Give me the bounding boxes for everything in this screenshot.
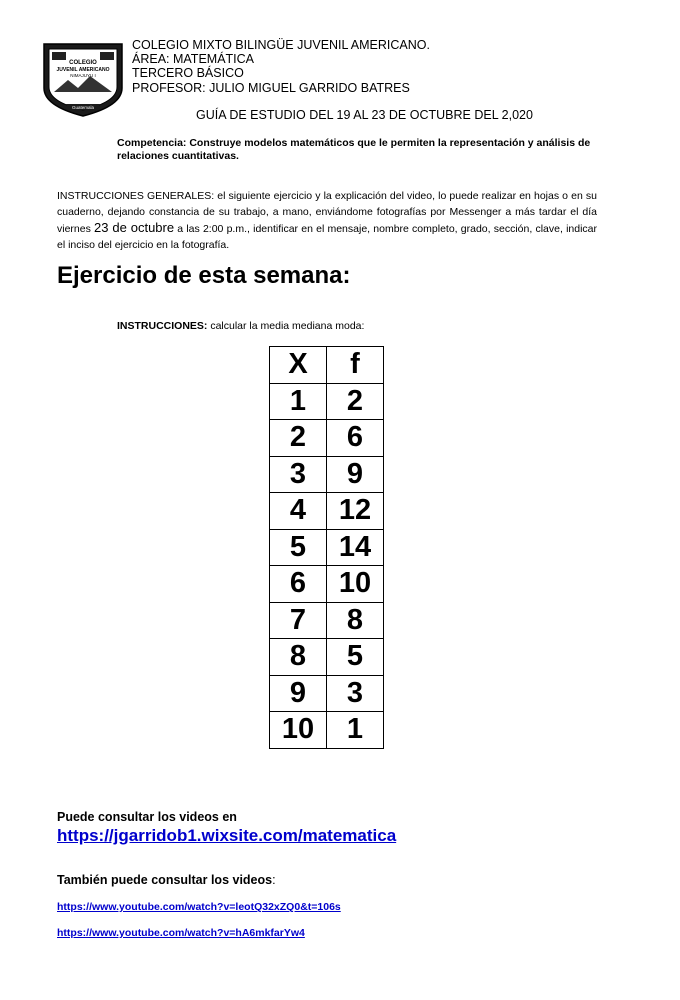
column-header-f: f bbox=[327, 347, 384, 384]
value-x-cell: 4 bbox=[270, 493, 327, 530]
value-x-cell: 8 bbox=[270, 639, 327, 676]
general-instructions-text-end: a las 2:00 p.m., identificar en el mensaje, nombre completo, grado, sección, clave, indicar el inciso del ejercicio en la fotografía. bbox=[57, 223, 598, 251]
table-row bbox=[270, 529, 384, 566]
also-videos-text: También puede consultar los videos bbox=[57, 873, 273, 887]
exercise-instructions bbox=[117, 320, 364, 332]
value-x-cell: 5 bbox=[270, 529, 327, 566]
school-name: COLEGIO MIXTO BILINGÜE JUVENIL AMERICANO. bbox=[132, 38, 430, 52]
value-x-cell: 2 bbox=[270, 420, 327, 457]
youtube-link-1[interactable]: https://www.youtube.com/watch?v=leotQ32xZQ0&t=106s bbox=[57, 901, 341, 913]
guide-title: GUÍA DE ESTUDIO DEL 19 AL 23 DE OCTUBRE DEL 2,020 bbox=[196, 108, 533, 122]
general-instructions-text: INSTRUCCIONES GENERALES: el siguiente ejercicio y la explicación del video, lo puede realizar en hojas o en su cuaderno, dejando constancia de su trabajo, a mano, enviándome fotografías por Messenger a más tardar el día viernes bbox=[57, 190, 597, 235]
also-videos-colon: : bbox=[272, 873, 276, 887]
frequency-cell: 8 bbox=[327, 602, 384, 639]
table-row bbox=[270, 566, 384, 603]
frequency-cell: 12 bbox=[327, 493, 384, 530]
value-x-cell: 1 bbox=[270, 383, 327, 420]
instructions-text: calcular la media mediana moda: bbox=[207, 320, 365, 332]
youtube-link-2[interactable]: https://www.youtube.com/watch?v=hA6mkfarYw4 bbox=[57, 927, 305, 939]
frequency-cell: 14 bbox=[327, 529, 384, 566]
svg-text:NIMAJUYU I: NIMAJUYU I bbox=[70, 73, 96, 78]
value-x-cell: 7 bbox=[270, 602, 327, 639]
school-seal-icon bbox=[40, 40, 126, 118]
videos-label: Puede consultar los videos en bbox=[57, 810, 237, 824]
table-row bbox=[270, 712, 384, 749]
table-row bbox=[270, 383, 384, 420]
svg-text:JUVENIL AMERICANO: JUVENIL AMERICANO bbox=[56, 67, 110, 73]
table-row bbox=[270, 456, 384, 493]
general-instructions bbox=[57, 189, 597, 253]
deadline-date: 23 de octubre bbox=[94, 220, 175, 235]
website-link[interactable]: https://jgarridob1.wixsite.com/matematica bbox=[57, 826, 397, 845]
table-row bbox=[270, 639, 384, 676]
professor-name: PROFESOR: JULIO MIGUEL GARRIDO BATRES bbox=[132, 81, 410, 95]
table-header-row bbox=[270, 347, 384, 384]
frequency-cell: 6 bbox=[327, 420, 384, 457]
svg-text:Guatemala: Guatemala bbox=[71, 105, 95, 110]
frequency-cell: 9 bbox=[327, 456, 384, 493]
value-x-cell: 3 bbox=[270, 456, 327, 493]
column-header-x: X bbox=[270, 347, 327, 384]
subject-area: ÁREA: MATEMÁTICA bbox=[132, 52, 255, 66]
frequency-cell: 5 bbox=[327, 639, 384, 676]
frequency-cell: 10 bbox=[327, 566, 384, 603]
grade-level: TERCERO BÁSICO bbox=[132, 66, 244, 80]
frequency-cell: 1 bbox=[327, 712, 384, 749]
value-x-cell: 10 bbox=[270, 712, 327, 749]
table-row bbox=[270, 675, 384, 712]
frequency-cell: 2 bbox=[327, 383, 384, 420]
value-x-cell: 9 bbox=[270, 675, 327, 712]
exercise-heading: Ejercicio de esta semana: bbox=[57, 262, 351, 289]
table-row bbox=[270, 493, 384, 530]
svg-text:COLEGIO: COLEGIO bbox=[69, 60, 97, 66]
table-row bbox=[270, 602, 384, 639]
instructions-label: INSTRUCCIONES: bbox=[117, 320, 208, 332]
frequency-table bbox=[269, 346, 384, 749]
frequency-cell: 3 bbox=[327, 675, 384, 712]
value-x-cell: 6 bbox=[270, 566, 327, 603]
competency-statement: Competencia: Construye modelos matemáticos que le permiten la representación y análisis de relaciones cuantitativas. bbox=[117, 137, 591, 162]
table-row bbox=[270, 420, 384, 457]
also-videos-label bbox=[57, 873, 276, 887]
